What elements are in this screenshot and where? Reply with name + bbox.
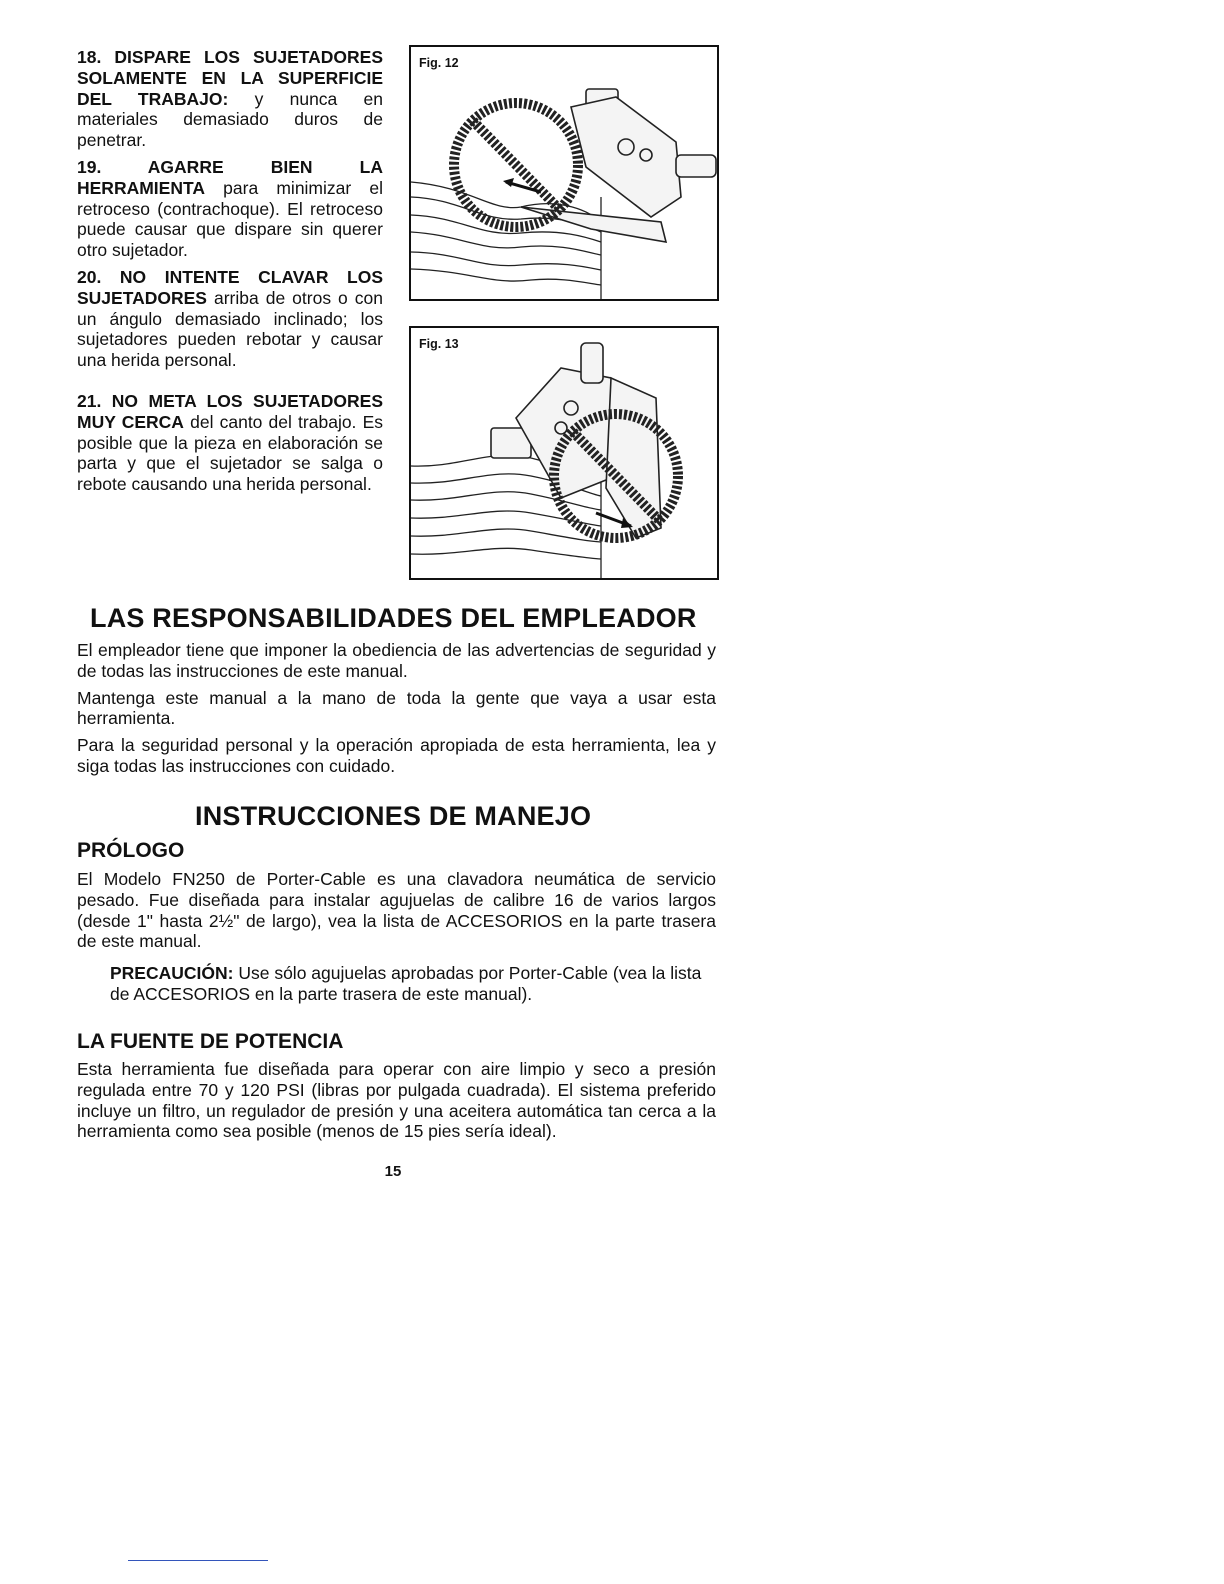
fig13-label: Fig. 13 bbox=[419, 337, 459, 351]
rule-18-text: y nunca en materiales demasiado duros de penetrar. bbox=[77, 88, 384, 151]
figure-13 bbox=[409, 326, 719, 580]
safety-rules-column bbox=[77, 47, 383, 501]
caution-label: PRECAUCIÓN: bbox=[110, 963, 234, 983]
fig12-illustration bbox=[411, 47, 717, 299]
rule-19-text: para minimizar el retroceso (contrachoque). El retroceso puede causar que dispare sin querer otro sujetador. bbox=[77, 177, 383, 261]
power-source-text: Esta herramienta fue diseñada para operar con aire limpio y seco a presión regulada entre 70 y 120 PSI (libras por pulgada cuadrada). El sistema preferido incluye un filtro, un regulador de presión y una aceitera automática tan cerca a la herramienta como sea posible (menos de 15 pies sería ideal). bbox=[77, 1059, 716, 1142]
rule-21-title: 21. NO META LOS SUJETADORES MUY CERCA bbox=[77, 390, 383, 432]
employer-paragraph: Mantenga este manual a la mano de toda la gente que vaya a usar esta herramienta. bbox=[77, 687, 716, 729]
rule-21 bbox=[77, 391, 383, 495]
prologue-section bbox=[77, 869, 716, 958]
rule-18-title: 18. DISPARE LOS SUJETADORES SOLAMENTE EN LA SUPERFICIE DEL TRABAJO: bbox=[77, 47, 383, 109]
rule-20 bbox=[77, 267, 383, 371]
rule-21-text: del canto del trabajo. Es posible que la pieza en elaboración se parta y que el sujetador se salga o rebote causando una herida personal. bbox=[77, 411, 383, 495]
employer-section bbox=[77, 640, 716, 783]
fig12-label: Fig. 12 bbox=[419, 56, 459, 70]
fig13-illustration bbox=[411, 328, 717, 578]
rule-20-title: 20. NO INTENTE CLAVAR LOS SUJETADORES bbox=[77, 266, 383, 308]
prologue-text: El Modelo FN250 de Porter-Cable es una clavadora neumática de servicio pesado. Fue diseñada para instalar agujuelas de calibre 16 de varios largos (desde 1" hasta 2½" de largo), vea la lista de ACCESORIOS en la parte trasera de este manual. bbox=[77, 869, 716, 952]
power-source-heading: LA FUENTE DE POTENCIA bbox=[77, 1030, 344, 1053]
employer-heading: LAS RESPONSABILIDADES DEL EMPLEADOR bbox=[90, 603, 697, 633]
power-source-section bbox=[77, 1059, 716, 1148]
figure-12 bbox=[409, 45, 719, 301]
rule-19-title: 19. AGARRE BIEN LA HERRAMIENTA bbox=[77, 156, 383, 198]
rule-19 bbox=[77, 157, 383, 261]
page-number: 15 bbox=[384, 1163, 402, 1180]
rule-18 bbox=[77, 47, 383, 151]
employer-paragraph: El empleador tiene que imponer la obediencia de las advertencias de seguridad y de todas las instrucciones de este manual. bbox=[77, 640, 716, 681]
nailer-tool-shape bbox=[491, 343, 661, 538]
prohibition-sign bbox=[454, 103, 578, 227]
prologue-heading: PRÓLOGO bbox=[77, 839, 185, 862]
caution-note bbox=[110, 963, 710, 1005]
bottom-divider bbox=[128, 1560, 268, 1561]
wood-grain-lines bbox=[411, 182, 601, 299]
caution-text: Use sólo agujuelas aprobadas por Porter-Cable (vea la lista de ACCESORIOS en la parte trasera de este manual). bbox=[110, 963, 702, 1004]
employer-paragraph: Para la seguridad personal y la operación apropiada de esta herramienta, lea y siga todas las instrucciones con cuidado. bbox=[77, 735, 716, 776]
operating-heading: INSTRUCCIONES DE MANEJO bbox=[195, 801, 592, 831]
rule-20-text: arriba de otros o con un ángulo demasiado inclinado; los sujetadores pueden rebotar y causar una herida personal. bbox=[77, 287, 383, 371]
